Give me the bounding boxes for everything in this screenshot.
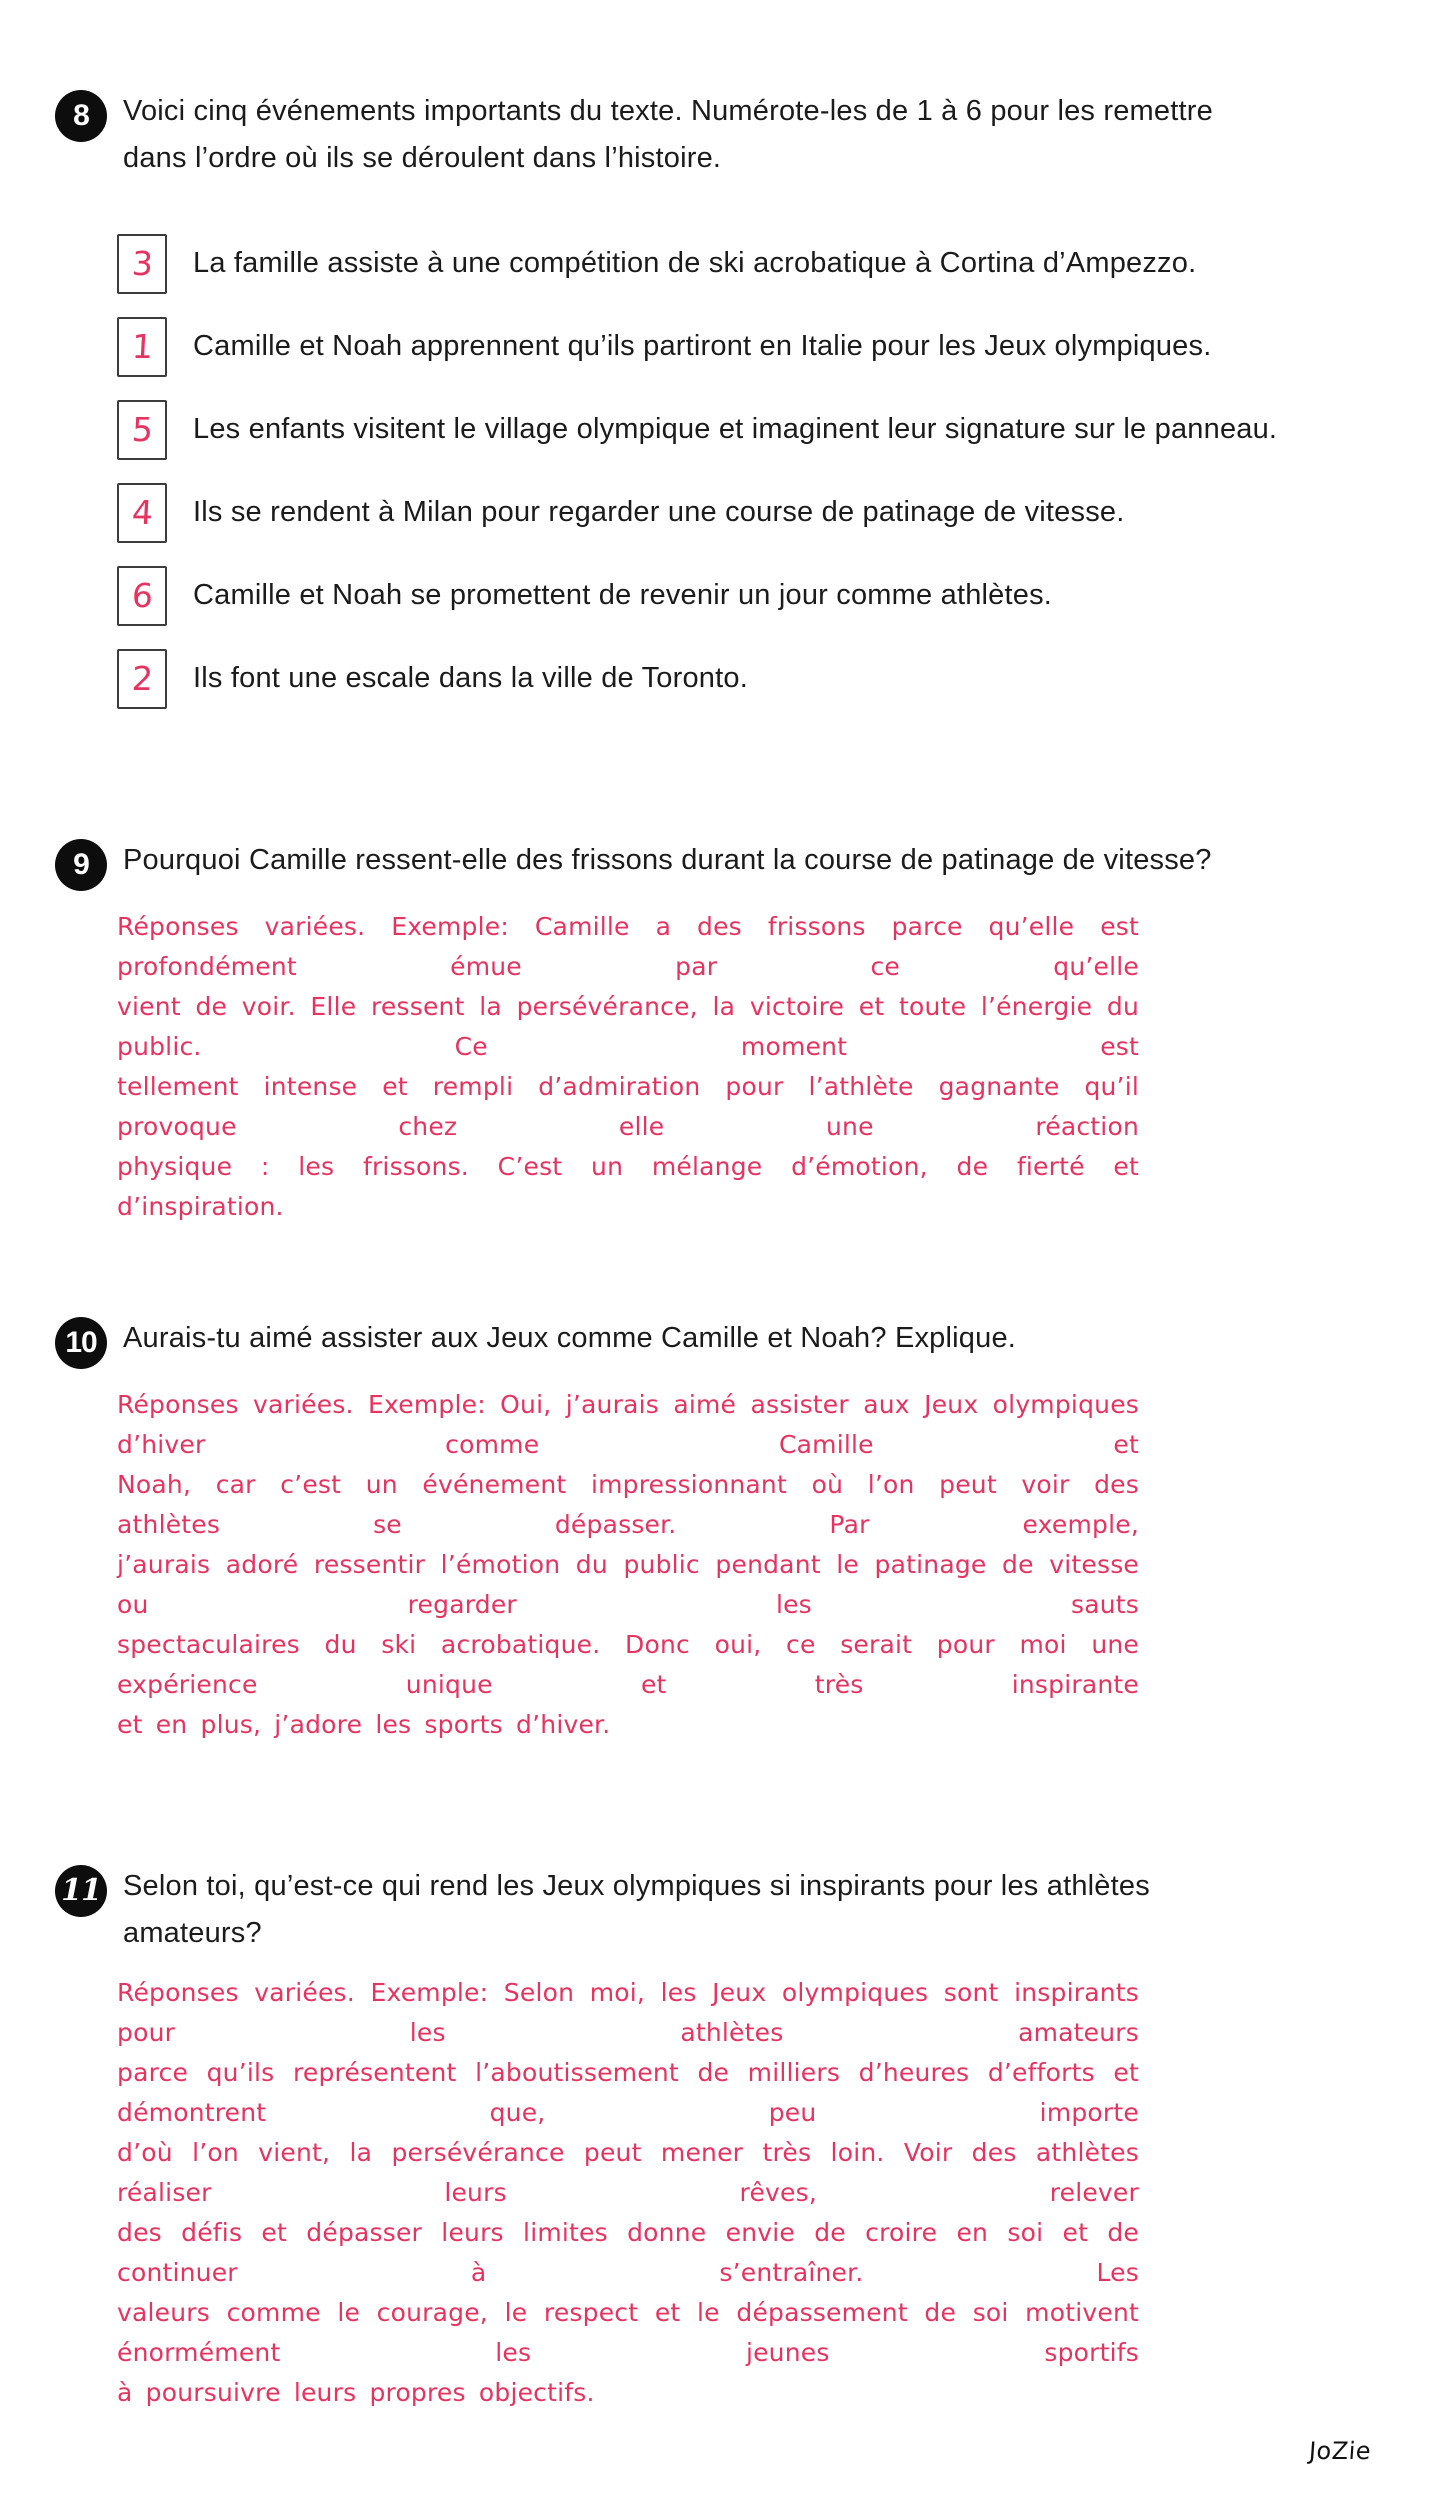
page-footer [55,2413,1375,2483]
answer-line: physique : les frissons. C’est un mélange d’émotion, de fierté et d’inspiration. [117,1151,1139,1221]
answer-line: parce qu’ils représentent l’aboutissement de milliers d’heures d’efforts et démontrent que, peu importe [117,2057,1139,2127]
question-10-header [55,1315,1375,1369]
event-text: Ils se rendent à Milan pour regarder une course de patinage de vitesse. [193,496,1125,529]
order-answer-box[interactable] [117,317,167,377]
question-10-text: Aurais-tu aimé assister aux Jeux comme Camille et Noah? Explique. [123,1321,1017,1354]
question-8-text: Voici cinq événements importants du texte. Numérote-les de 1 à 6 pour les remettre dans l’ordre où ils se déroulent dans l’histoire. [123,95,1213,174]
answer-line: Réponses variées. Exemple: Oui, j’aurais aimé assister aux Jeux olympiques d’hiver comme Camille et [117,1389,1139,1459]
event-text: Camille et Noah apprennent qu’ils partiront en Italie pour les Jeux olympiques. [193,330,1212,363]
order-answer-value: 6 [130,576,154,616]
answer-line: vient de voir. Elle ressent la persévérance, la victoire et toute l’énergie du public. Ce moment est [117,991,1139,1061]
section-question-9 [55,837,1375,1227]
order-answer-box[interactable] [117,483,167,543]
section-question-10 [55,1315,1375,1745]
event-row [117,566,1375,626]
order-answer-value: 2 [130,659,154,699]
answer-line: d’où l’on vient, la persévérance peut mener très loin. Voir des athlètes réaliser leurs rêves, relever [117,2137,1139,2207]
question-8-number-badge: 8 [55,90,107,142]
event-order-list [117,234,1375,709]
event-text: La famille assiste à une compétition de ski acrobatique à Cortina d’Ampezzo. [193,247,1197,280]
event-row [117,234,1375,294]
section-question-8 [55,88,1375,709]
event-text: Camille et Noah se promettent de revenir un jour comme athlètes. [193,579,1053,612]
answer-line: Noah, car c’est un événement impressionnant où l’on peut voir des athlètes se dépasser. Par exemple, [117,1469,1139,1539]
question-10-answer [117,1385,1139,1745]
section-question-11 [55,1863,1375,2413]
order-answer-value: 3 [130,244,154,284]
question-9-text: Pourquoi Camille ressent-elle des frissons durant la course de patinage de vitesse? [123,843,1212,876]
question-10-number-badge: 10 [55,1317,107,1369]
event-row [117,483,1375,543]
brand-logo: JoZie [1307,2436,1372,2465]
answer-line: j’aurais adoré ressentir l’émotion du public pendant le patinage de vitesse ou regarder les sauts [117,1549,1139,1619]
answer-line: Réponses variées. Exemple: Camille a des frissons parce qu’elle est profondément émue par ce qu’elle [117,911,1139,981]
event-text: Ils font une escale dans la ville de Toronto. [193,662,748,695]
order-answer-box[interactable] [117,400,167,460]
answer-line: à poursuivre leurs propres objectifs. [117,2377,595,2407]
question-11-number-badge: 11 [55,1865,107,1917]
event-row [117,400,1375,460]
answer-line: tellement intense et rempli d’admiration pour l’athlète gagnante qu’il provoque chez elle une réaction [117,1071,1139,1141]
answer-line: des défis et dépasser leurs limites donne envie de croire en soi et de continuer à s’entraîner. Les [117,2217,1139,2287]
answer-line: et en plus, j’adore les sports d’hiver. [117,1709,611,1739]
order-answer-box[interactable] [117,234,167,294]
question-9-header [55,837,1375,891]
question-11-header [55,1863,1375,1957]
question-9-answer [117,907,1139,1227]
answer-line: Réponses variées. Exemple: Selon moi, les Jeux olympiques sont inspirants pour les athlètes amateurs [117,1977,1139,2047]
order-answer-value: 4 [130,493,154,533]
event-row [117,649,1375,709]
order-answer-value: 5 [130,410,154,450]
order-answer-box[interactable] [117,566,167,626]
order-answer-box[interactable] [117,649,167,709]
event-text: Les enfants visitent le village olympique et imaginent leur signature sur le panneau. [193,413,1278,446]
question-11-answer [117,1973,1139,2413]
answer-line: valeurs comme le courage, le respect et le dépassement de soi motivent énormément les jeunes sportifs [117,2297,1139,2367]
question-9-number-badge: 9 [55,839,107,891]
question-8-header [55,88,1375,182]
order-answer-value: 1 [130,327,154,367]
question-11-text: Selon toi, qu’est-ce qui rend les Jeux olympiques si inspirants pour les athlètes amateurs? [123,1869,1150,1949]
answer-line: spectaculaires du ski acrobatique. Donc oui, ce serait pour moi une expérience unique et très inspirante [117,1629,1139,1699]
event-row [117,317,1375,377]
